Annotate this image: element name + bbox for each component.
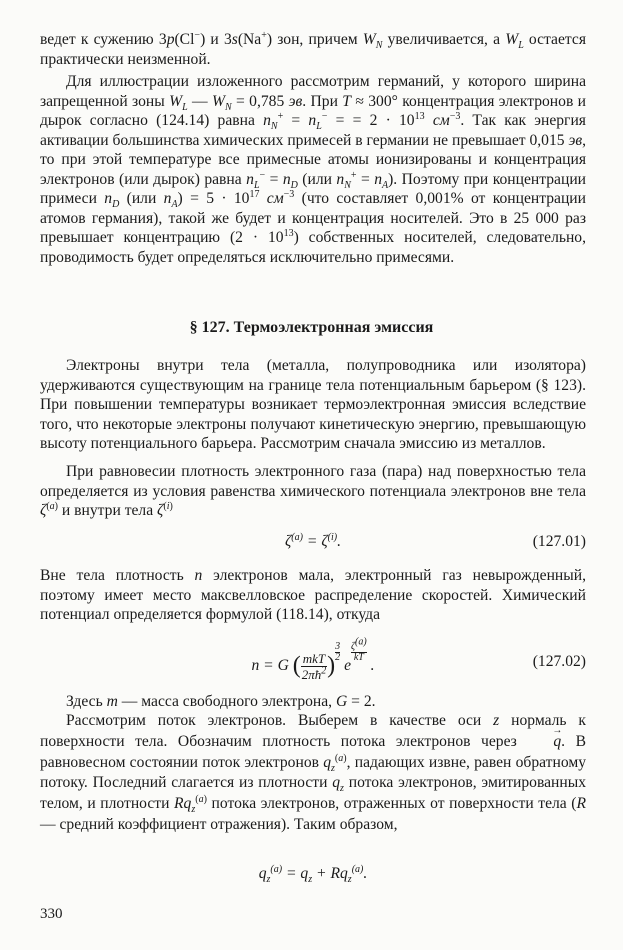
paragraph-germanium: [40, 72, 586, 267]
equation-flux-balance: [40, 864, 586, 888]
paragraph-text: Рассмотрим поток электронов. Выберем в качестве оси z нормаль к поверхности тела. Обозначим плотность потока электронов через → q. В равновесном состоянии поток электронов $q_z^{(a)}$, падающих извне, равен обратному потоку. Последний слагается из плотности $q_z$ потока электронов, эмитированных телом, и плотности $Rq_z^{(a)}$ потока электронов, отраженных от поверхности тела (R — средний коэффициент отражения). Таким образом,: [40, 711, 586, 836]
paragraph-text: Вне тела плотность n электронов мала, электронный газ невырожденный, поэтому имеет место максвелловское распределение скоростей. Химический потенциал определяется формулой (118.14), откуда: [40, 567, 586, 623]
paragraph-text: Здесь m — масса свободного электрона, G = 2.: [66, 693, 376, 710]
paragraph-here: [40, 692, 586, 712]
paragraph-emission-1: [40, 356, 586, 454]
equation-127-02: [40, 636, 586, 684]
section-heading: § 127. Термоэлектронная эмиссия: [189, 319, 434, 336]
paragraph-text: Для иллюстрации изложенного рассмотрим германий, у которого ширина запрещенной зоны $W_L$ — $W_N = 0,785$ эв. При T ≈ 300° концентрация электронов и дырок согласно (124.14) равна $n_N^+ = n_L^-$ = = $2 \cdot 10^{13}$ $см^{-3}$. Так как энергия активации большинства химических примесей в германии не превышает 0,015 эв, то при этой температуре все примесные атомы ионизированы и концентрация электронов (или дырок) равна $n_L^- = n_D$ (или $n_N^+ = n_A$). Поэтому при концентрации примеси $n_D$ (или $n_A) = 5 \cdot 10^{17}$ $см^{-3}$ (что составляет 0,001% от концентрации атомов германия), такой же будет и концентрация носителей. Это в 25 000 раз превышает концентрацию $(2 \cdot 10^{13})$ собственных носителей, следовательно, проводимость будет определяться исключительно примесями.: [40, 73, 587, 266]
equation-number: (127.01): [532, 533, 586, 550]
paragraph-flux: [40, 711, 586, 836]
paragraph-outside: [40, 566, 586, 625]
paragraph-text: Электроны внутри тела (металла, полупроводника или изолятора) удерживаются существующим на границе тела потенциальным барьером (§ 123). При повышении температуры возникает термоэлектронная эмиссия вследствие того, что некоторые электроны получают кинетическую энергию, превышающую высоту потенциального барьера. Рассмотрим сначала эмиссию из металлов.: [40, 357, 586, 452]
paragraph-text: При равновесии плотность электронного газа (пара) над поверхностью тела определяется из условия равенства химического потенциала электронов вне тела $\zeta^{(a)}$ и внутри тела $\zeta^{(i)}$: [40, 463, 586, 519]
page-number: 330: [40, 906, 63, 922]
equation-formula: n = G ( $\frac{\text{mkT}}{2\pi ħ^2}$ ) $\frac{3}{2}$ e $\frac{\zeta^{(a)}}{kT}$ .: [251, 636, 375, 682]
paragraph-emission-2: [40, 462, 586, 521]
equation-formula: $q_z^{(a)} = q_z + Rq_z^{(a)}$.: [258, 863, 368, 886]
equation-127-01: [40, 532, 586, 556]
equation-number: (127.02): [532, 653, 586, 670]
equation-formula: $\zeta^{(a)} = \zeta^{(i)}$.: [284, 531, 341, 550]
paragraph-intro: [40, 30, 586, 69]
paragraph-text: ведет к сужению 3p(Cl−) и 3s(Na+) зон, причем $W_N$ увеличивается, а $W_L$ остается практически неизменной.: [40, 29, 586, 68]
